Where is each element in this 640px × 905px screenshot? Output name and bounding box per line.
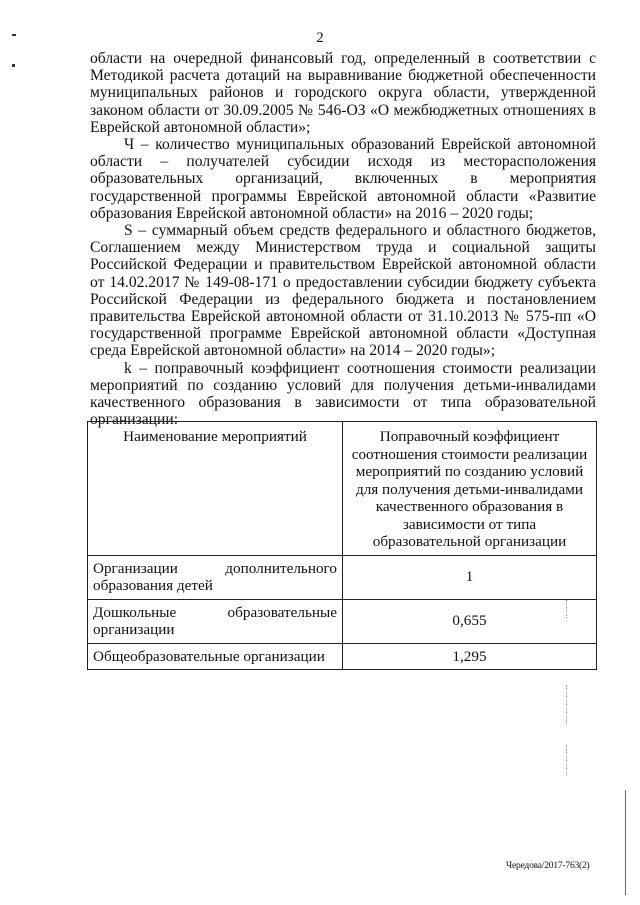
coefficient-table — [87, 421, 597, 670]
column-header-coefficient: Поправочный коэффициент соотношения стоимости реализации мероприятий по созданию условий для получения детьми-инвалидами качественного образования в зависимости от типа образовательной организации — [343, 422, 597, 556]
row-value: 1,295 — [343, 643, 597, 670]
scan-mark — [625, 790, 626, 895]
page-number: 2 — [316, 30, 324, 46]
footer-code: Чередова/2017-763(2) — [506, 861, 590, 871]
scan-line — [566, 745, 567, 775]
table-row — [88, 555, 597, 599]
paragraph: области на очередной финансовый год, определенный в соответствии с Методикой расчета дотаций на выравнивание бюджетной обеспеченности муниципальных районов и городского округа области, утвержденной законом области от 30.09.2005 № 546-ОЗ «О межбюджетных отношениях в Еврейской автономной области»; — [90, 50, 596, 136]
table-header-row — [88, 422, 597, 556]
document-body — [90, 50, 596, 428]
paragraph: Ч – количество муниципальных образований Еврейской автономной области – получателей субсидии исходя из месторасположения образовательных организаций, включенных в мероприятия государственной программы Еврейской автономной области «Развитие образования Еврейской автономной области» на 2016 – 2020 годы; — [90, 136, 596, 222]
row-value: 1 — [343, 555, 597, 599]
scan-mark — [12, 64, 15, 67]
table-row — [88, 599, 597, 643]
scan-mark — [12, 34, 16, 36]
row-name: Дошкольные образовательные организации — [88, 599, 343, 643]
scan-line — [566, 685, 567, 725]
table-row — [88, 643, 597, 670]
row-name: Общеобразовательные организации — [88, 643, 343, 670]
row-value: 0,655 — [343, 599, 597, 643]
scan-line — [566, 600, 567, 618]
column-header-activity: Наименование мероприятий — [88, 422, 343, 556]
paragraph: k – поправочный коэффициент соотношения стоимости реализации мероприятий по созданию условий для получения детьми-инвалидами качественного образования в зависимости от типа образовательной организации: — [90, 359, 596, 429]
paragraph: S – суммарный объем средств федерального и областного бюджетов, Соглашением между Министерством труда и социальной защиты Российской Федерации и правительством Еврейской автономной области от 14.02.2017 № 149-08-171 о предоставлении субсидии бюджету субъекта Российской Федерации из федерального бюджета и постановлением правительства Еврейской автономной области от 31.10.2013 № 575-пп «О государственной программе Еврейской автономной области «Доступная среда Еврейской автономной области» на 2014 – 2020 годы»; — [90, 222, 596, 360]
row-name: Организации дополнительного образования детей — [88, 555, 343, 599]
